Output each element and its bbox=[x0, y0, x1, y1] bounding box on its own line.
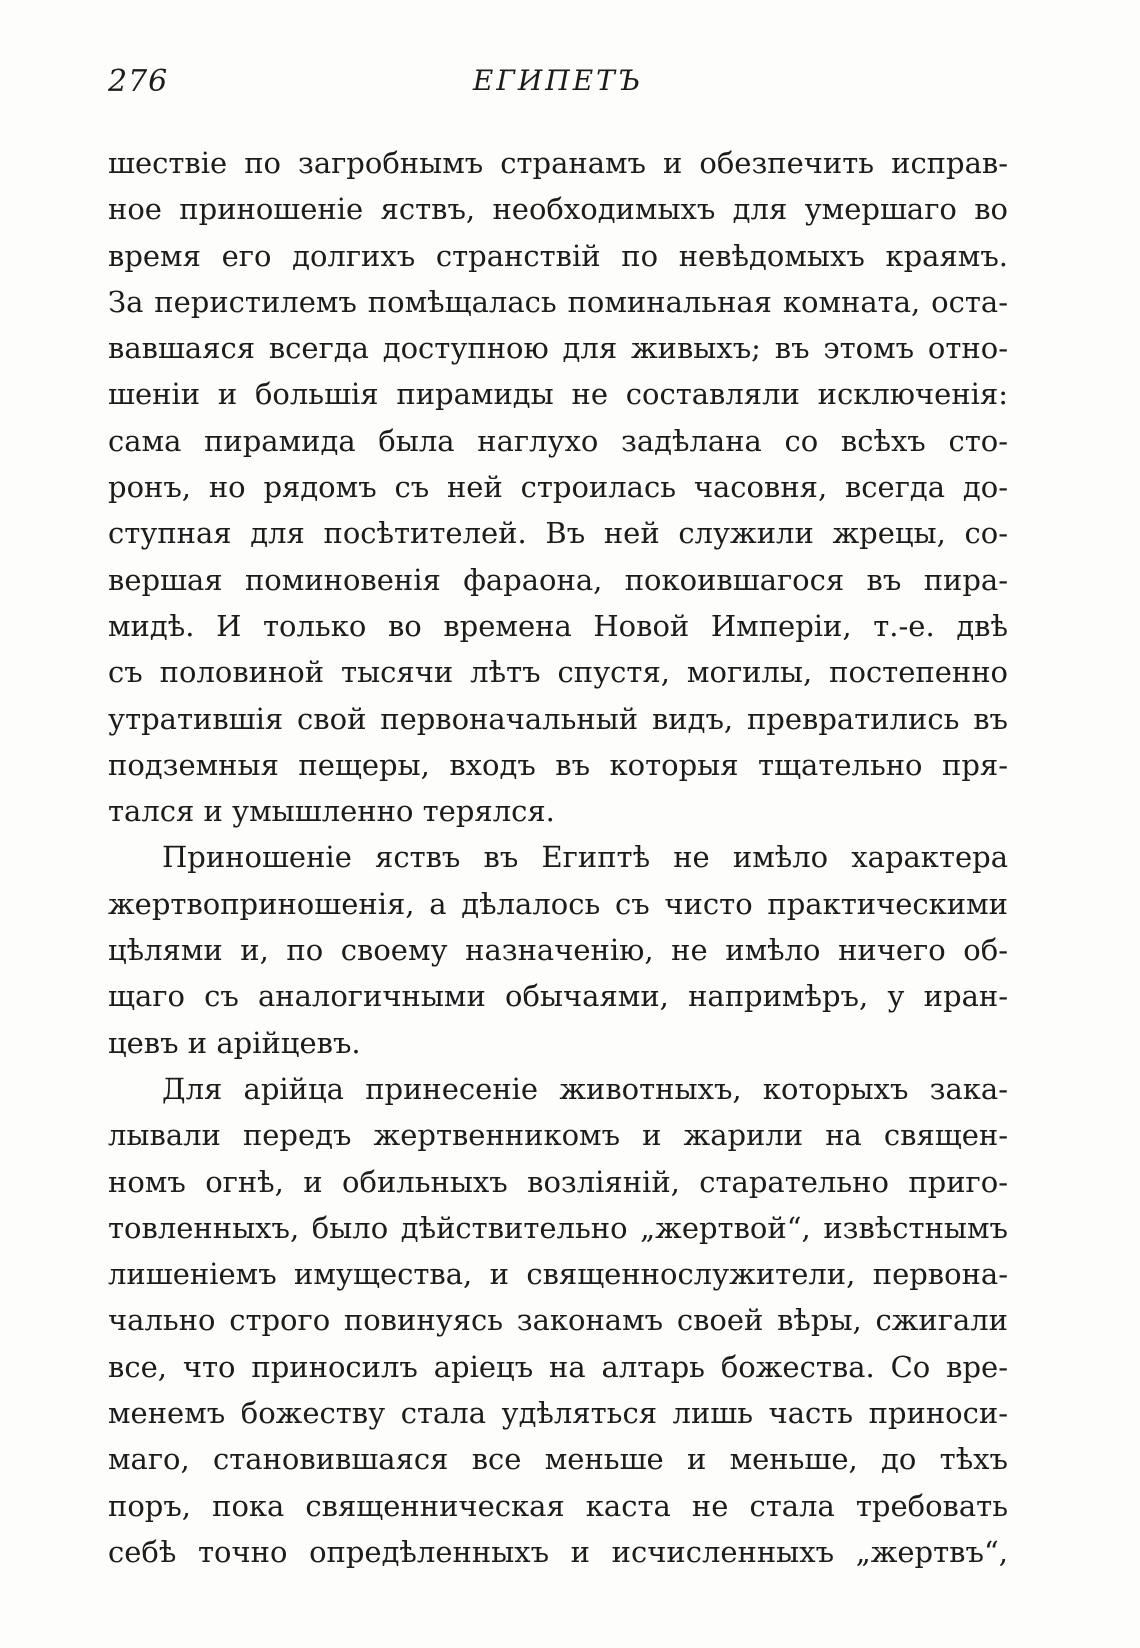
text-line: утратившія свой первоначальный видъ, превратились въ bbox=[108, 701, 1008, 736]
text-line: лывали передъ жертвенникомъ и жарили на священ- bbox=[108, 1118, 1008, 1153]
text-line: За перистилемъ помѣщалась поминальная комната, оста- bbox=[108, 284, 1008, 319]
text-line: поръ, пока священническая каста не стала требовать bbox=[108, 1488, 1008, 1523]
text-line: лишеніемъ имущества, и священнослужители, первона- bbox=[108, 1257, 1008, 1292]
paragraph-first-line: Приношеніе яствъ въ Египтѣ не имѣло характера bbox=[162, 840, 1008, 875]
text-line: сама пирамида была наглухо задѣлана со всѣхъ сто- bbox=[108, 423, 1008, 458]
text-line: ступная для посѣтителей. Въ ней служили жрецы, со- bbox=[108, 516, 1008, 551]
text-line: вершая поминовенія фараона, покоившагося въ пира- bbox=[108, 562, 1008, 597]
text-line: товленныхъ, было дѣйствительно „жертвой“, извѣстнымъ bbox=[108, 1210, 1008, 1245]
paragraph-first-line: Для арійца принесеніе животныхъ, которыхъ зака- bbox=[162, 1071, 1008, 1106]
text-line: чально строго повинуясь законамъ своей вѣры, сжигали bbox=[108, 1303, 1008, 1338]
text-line: все, что приносилъ аріецъ на алтарь божества. Со вре- bbox=[108, 1349, 1008, 1384]
text-line: вавшаяся всегда доступною для живыхъ; въ этомъ отно- bbox=[108, 331, 1008, 366]
text-line: ное приношеніе яствъ, необходимыхъ для умершаго во bbox=[108, 192, 1008, 227]
body-text bbox=[108, 140, 1008, 1575]
page-number: 276 bbox=[108, 64, 169, 99]
paragraph-end-line: цевъ и арійцевъ. bbox=[108, 1025, 361, 1060]
text-line: номъ огнѣ, и обильныхъ возліяній, старательно приго- bbox=[108, 1164, 1008, 1199]
text-line: шеніи и большія пирамиды не составляли исключенія: bbox=[108, 377, 1008, 412]
running-title: ЕГИПЕТЪ bbox=[472, 64, 644, 97]
text-line: жертвоприношенія, а дѣлалось съ чисто практическими bbox=[108, 886, 1008, 921]
text-line: шествіе по загробнымъ странамъ и обезпечить исправ- bbox=[108, 146, 1008, 180]
text-line: ронъ, но рядомъ съ ней строилась часовня, всегда до- bbox=[108, 470, 1008, 505]
page-header bbox=[108, 64, 1008, 104]
text-line: мидѣ. И только во времена Новой Имперіи, т.-е. двѣ bbox=[108, 608, 1008, 643]
text-line: себѣ точно опредѣленныхъ и исчисленныхъ „жертвъ“, bbox=[108, 1534, 1008, 1569]
text-line: съ половиной тысячи лѣтъ спустя, могилы, постепенно bbox=[108, 655, 1008, 690]
text-line: цѣлями и, по своему назначенію, не имѣло ничего об- bbox=[108, 933, 1008, 968]
text-line: время его долгихъ странствій по невѣдомыхъ краямъ. bbox=[108, 238, 1008, 273]
text-line: маго, становившаяся все меньше и меньше, до тѣхъ bbox=[108, 1442, 1008, 1477]
text-line: подземныя пещеры, входъ въ которыя тщательно пря- bbox=[108, 747, 1008, 782]
paragraph-end-line: тался и умышленно терялся. bbox=[108, 794, 555, 829]
text-line: менемъ божеству стала удѣляться лишь часть приноси- bbox=[108, 1396, 1008, 1431]
text-line: щаго съ аналогичными обычаями, напримѣръ, у иран- bbox=[108, 979, 1008, 1014]
